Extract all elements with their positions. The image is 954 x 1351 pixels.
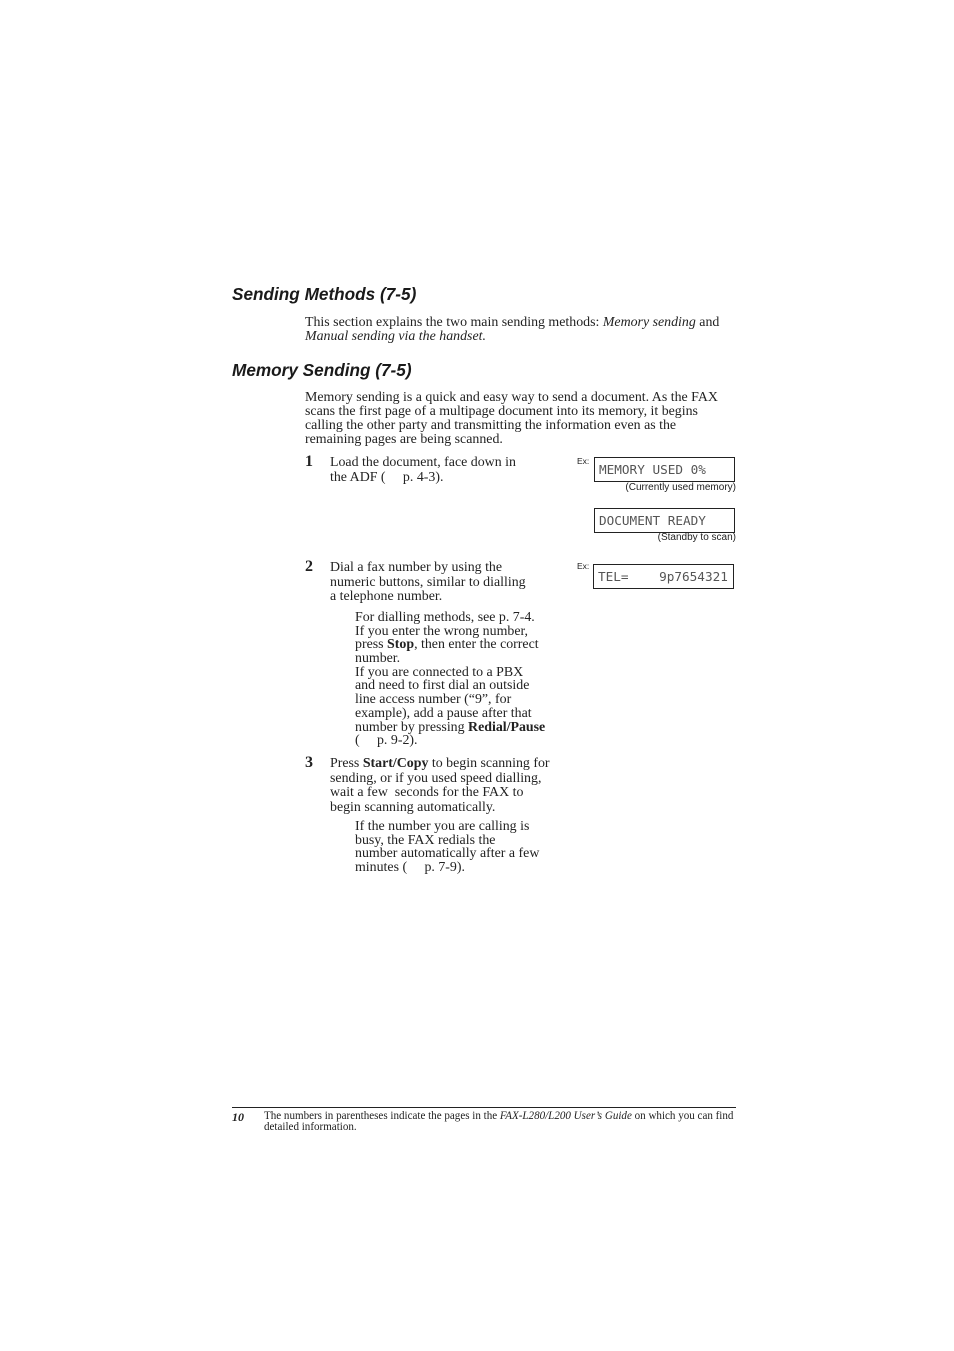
step-1-line: Load the document, face down in bbox=[330, 455, 516, 470]
step-2-note-line bbox=[355, 721, 545, 735]
footnote bbox=[264, 1111, 733, 1133]
step-3-note-line: minutes ( p. 7-9). bbox=[355, 860, 465, 876]
step-3-line: begin scanning automatically. bbox=[330, 799, 496, 815]
intro-text: This section explains the two main sending methods: bbox=[305, 315, 603, 330]
button-name-redial-pause: Redial/Pause bbox=[468, 719, 546, 735]
footnote-guide-title: FAX-L280/L200 User’s Guide bbox=[499, 1110, 632, 1122]
body-line: calling the other party and transmitting the information even as the bbox=[305, 418, 677, 433]
step-2-note-line: If you enter the wrong number, bbox=[355, 623, 529, 639]
step-3-line bbox=[330, 757, 550, 772]
step-2-note-line: If you are connected to a PBX bbox=[355, 664, 524, 680]
step-2-text bbox=[330, 561, 526, 605]
intro-method-manual-sending: Manual sending via the handset. bbox=[305, 329, 486, 344]
body-line: scans the first page of a multipage document into its memory, it begins bbox=[305, 404, 698, 419]
step-2-line: Dial a fax number by using the bbox=[330, 560, 503, 575]
step-2-note-line: For dialling methods, see p. 7-4. bbox=[355, 610, 535, 625]
step-text: to begin scanning for bbox=[428, 756, 550, 771]
lcd-caption: (Currently used memory) bbox=[625, 482, 736, 493]
step-3-line: wait a few seconds for the FAX to bbox=[330, 785, 524, 800]
example-label: Ex: bbox=[577, 456, 590, 466]
step-2-note-line: ( p. 9-2). bbox=[355, 733, 418, 749]
step-1-text bbox=[330, 456, 516, 485]
footer-rule bbox=[232, 1107, 736, 1108]
step-2-note-line: number. bbox=[355, 651, 401, 667]
intro-paragraph bbox=[305, 316, 719, 344]
step-3-line: sending, or if you used speed dialling, bbox=[330, 770, 542, 786]
step-3-text bbox=[330, 757, 550, 815]
lcd-text: TEL= 9p7654321 bbox=[598, 569, 728, 584]
note-text: press bbox=[355, 637, 388, 653]
section-heading-memory-sending: Memory Sending (7-5) bbox=[232, 360, 412, 380]
button-name-start-copy: Start/Copy bbox=[362, 756, 429, 771]
step-3-note-line: busy, the FAX redials the bbox=[355, 832, 496, 848]
intro-line bbox=[305, 316, 719, 330]
lcd-display-memory-used bbox=[594, 457, 735, 482]
footnote-text: The numbers in parentheses indicate the pages in the bbox=[264, 1110, 500, 1122]
step-2-line: numeric buttons, similar to dialling bbox=[330, 574, 526, 590]
step-3-note-line: If the number you are calling is bbox=[355, 819, 530, 834]
section-heading-sending-methods: Sending Methods (7-5) bbox=[232, 284, 417, 304]
step-2-note-line: line access number (“9”, for bbox=[355, 692, 512, 708]
step-1-line: the ADF ( p. 4-3). bbox=[330, 469, 444, 485]
intro-method-memory-sending: Memory sending bbox=[602, 315, 696, 330]
step-text: Press bbox=[330, 756, 363, 771]
note-text: number by pressing bbox=[355, 719, 469, 735]
step-3-notes bbox=[355, 820, 539, 875]
lcd-display-tel bbox=[593, 564, 734, 589]
step-2-number: 2 bbox=[305, 558, 313, 575]
step-2-line: a telephone number. bbox=[330, 589, 443, 604]
step-2-note-line bbox=[355, 638, 545, 652]
lcd-display-document-ready bbox=[594, 508, 735, 533]
lcd-text: DOCUMENT READY bbox=[599, 513, 706, 528]
example-label: Ex: bbox=[577, 561, 590, 571]
memory-sending-paragraph bbox=[305, 391, 718, 447]
footnote-text: on which you can find bbox=[631, 1110, 734, 1122]
step-1-number: 1 bbox=[305, 453, 313, 470]
note-text: , then enter the correct bbox=[414, 637, 539, 653]
footnote-line: detailed information. bbox=[264, 1121, 357, 1133]
step-3-number: 3 bbox=[305, 754, 313, 771]
step-2-note-line: example), add a pause after that bbox=[355, 705, 532, 721]
intro-text: and bbox=[695, 315, 720, 330]
page-number: 10 bbox=[232, 1110, 244, 1124]
button-name-stop: Stop bbox=[387, 637, 415, 653]
step-2-notes bbox=[355, 611, 545, 748]
body-line: Memory sending is a quick and easy way to send a document. As the FAX bbox=[305, 390, 718, 405]
lcd-caption: (Standby to scan) bbox=[657, 532, 736, 543]
step-2-note-line: and need to first dial an outside bbox=[355, 678, 530, 694]
intro-line bbox=[305, 330, 719, 344]
step-3-note-line: number automatically after a few bbox=[355, 846, 540, 862]
body-line: remaining pages are being scanned. bbox=[305, 432, 503, 447]
lcd-text: MEMORY USED 0% bbox=[599, 462, 706, 477]
